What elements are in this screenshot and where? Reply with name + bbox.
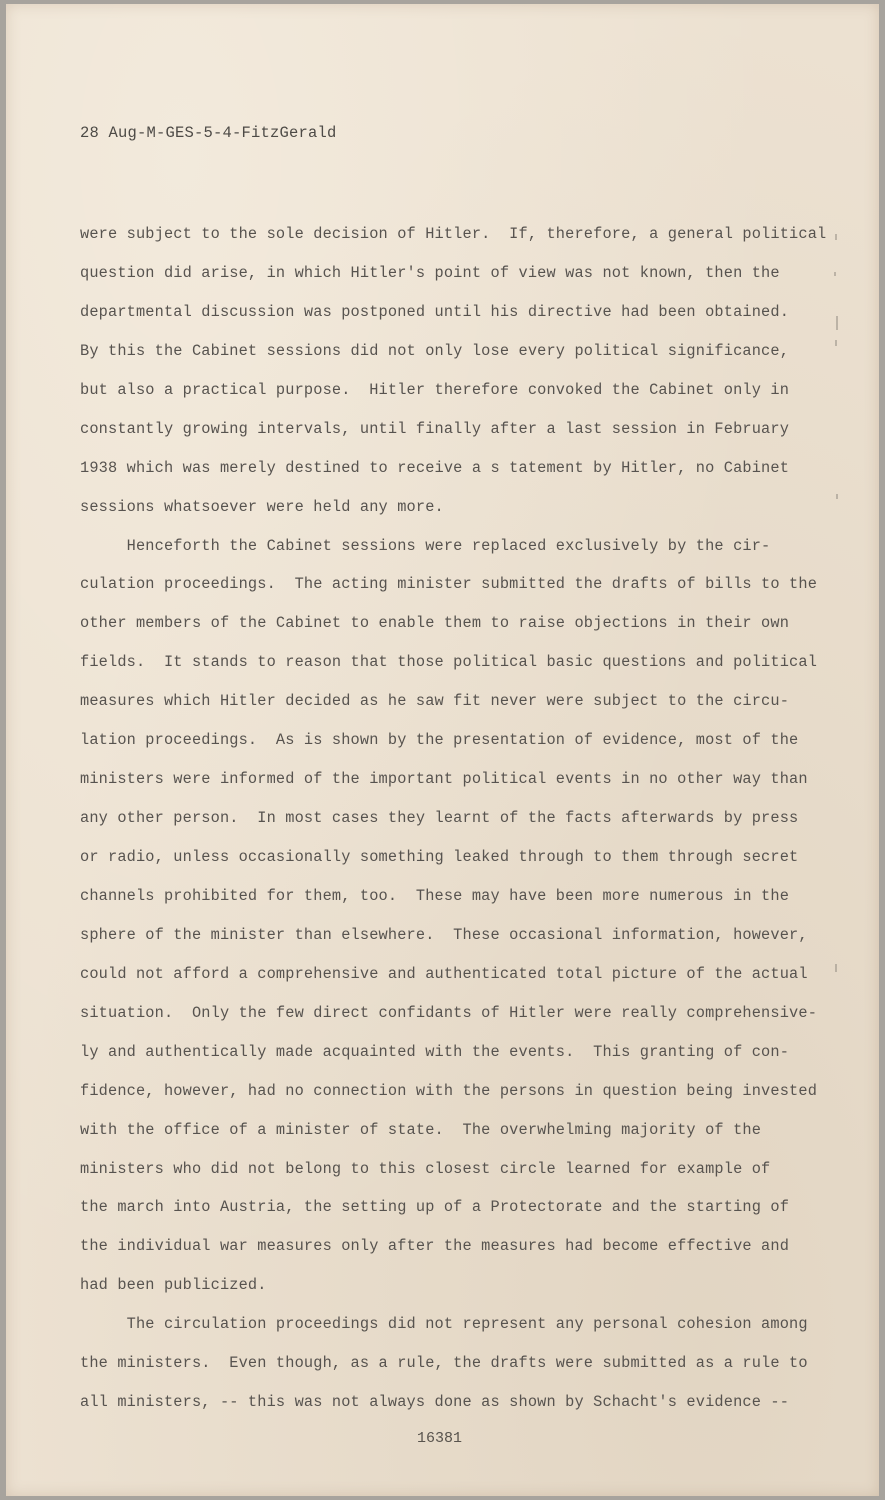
text-line: sphere of the minister than elsewhere. These occasional information, however, [80,925,808,944]
text-line: departmental discussion was postponed until his directive had been obtained. [80,302,790,321]
text-line: all ministers, -- this was not always done as shown by Schacht's evidence -- [80,1393,790,1412]
text-line: sessions whatsoever were held any more. [80,497,444,516]
body-text [80,215,850,1422]
text-line: The circulation proceedings did not represent any personal cohesion among [80,1315,808,1334]
text-line: or radio, unless occasionally something leaked through to them through secret [80,848,799,866]
text-line: channels prohibited for them, too. These may have been more numerous in the [80,886,790,905]
text-line: could not afford a comprehensive and authenticated total picture of the actual [80,964,808,983]
text-line: ly and authentically made acquainted with the events. This granting of con- [80,1042,790,1061]
text-line: 1938 which was merely destined to receive a s tatement by Hitler, no Cabinet [80,458,790,477]
text-line: the individual war measures only after the measures had become effective and [80,1237,790,1256]
text-line: fields. It stands to reason that those political basic questions and political [80,653,818,672]
page-number [6,1430,879,1447]
page-number-text: 16381 [416,1430,462,1447]
text-line: were subject to the sole decision of Hitler. If, therefore, a general political [80,225,827,243]
text-line: situation. Only the few direct confidants of Hitler were really comprehensive- [80,1003,818,1022]
text-line: measures which Hitler decided as he saw fit never were subject to the circu- [80,692,790,711]
margin-mark [835,340,837,346]
text-line: the ministers. Even though, as a rule, the drafts were submitted as a rule to [80,1354,808,1373]
margin-mark [835,234,837,240]
text-line: with the office of a minister of state. The overwhelming majority of the [80,1120,762,1139]
margin-mark [834,272,836,276]
text-line: ministers were informed of the important political events in no other way than [80,770,808,789]
text-line: the march into Austria, the setting up of a Protectorate and the starting of [80,1198,790,1217]
text-line: any other person. In most cases they learnt of the facts afterwards by press [80,809,799,828]
text-line: fidence, however, had no connection with the persons in question being invested [80,1081,818,1100]
text-line: question did arise, in which Hitler's point of view was not known, then the [80,263,780,282]
text-line: constantly growing intervals, until finally after a last session in February [80,419,790,438]
document-header: 28 Aug-M-GES-5-4-FitzGerald [80,124,337,142]
text-line: but also a practical purpose. Hitler therefore convoked the Cabinet only in [80,380,790,399]
text-line: ministers who did not belong to this closest circle learned for example of [80,1159,771,1178]
text-line: culation proceedings. The acting minister submitted the drafts of bills to the [80,575,818,594]
document-page [6,4,879,1496]
text-line: Henceforth the Cabinet sessions were replaced exclusively by the cir- [80,536,771,555]
text-line: had been publicized. [80,1276,267,1295]
margin-mark [836,316,838,330]
margin-mark [835,964,837,972]
text-line: lation proceedings. As is shown by the presentation of evidence, most of the [80,731,799,750]
text-line: By this the Cabinet sessions did not only lose every political significance, [80,341,790,360]
margin-mark [836,494,838,499]
text-line: other members of the Cabinet to enable them to raise objections in their own [80,614,790,633]
